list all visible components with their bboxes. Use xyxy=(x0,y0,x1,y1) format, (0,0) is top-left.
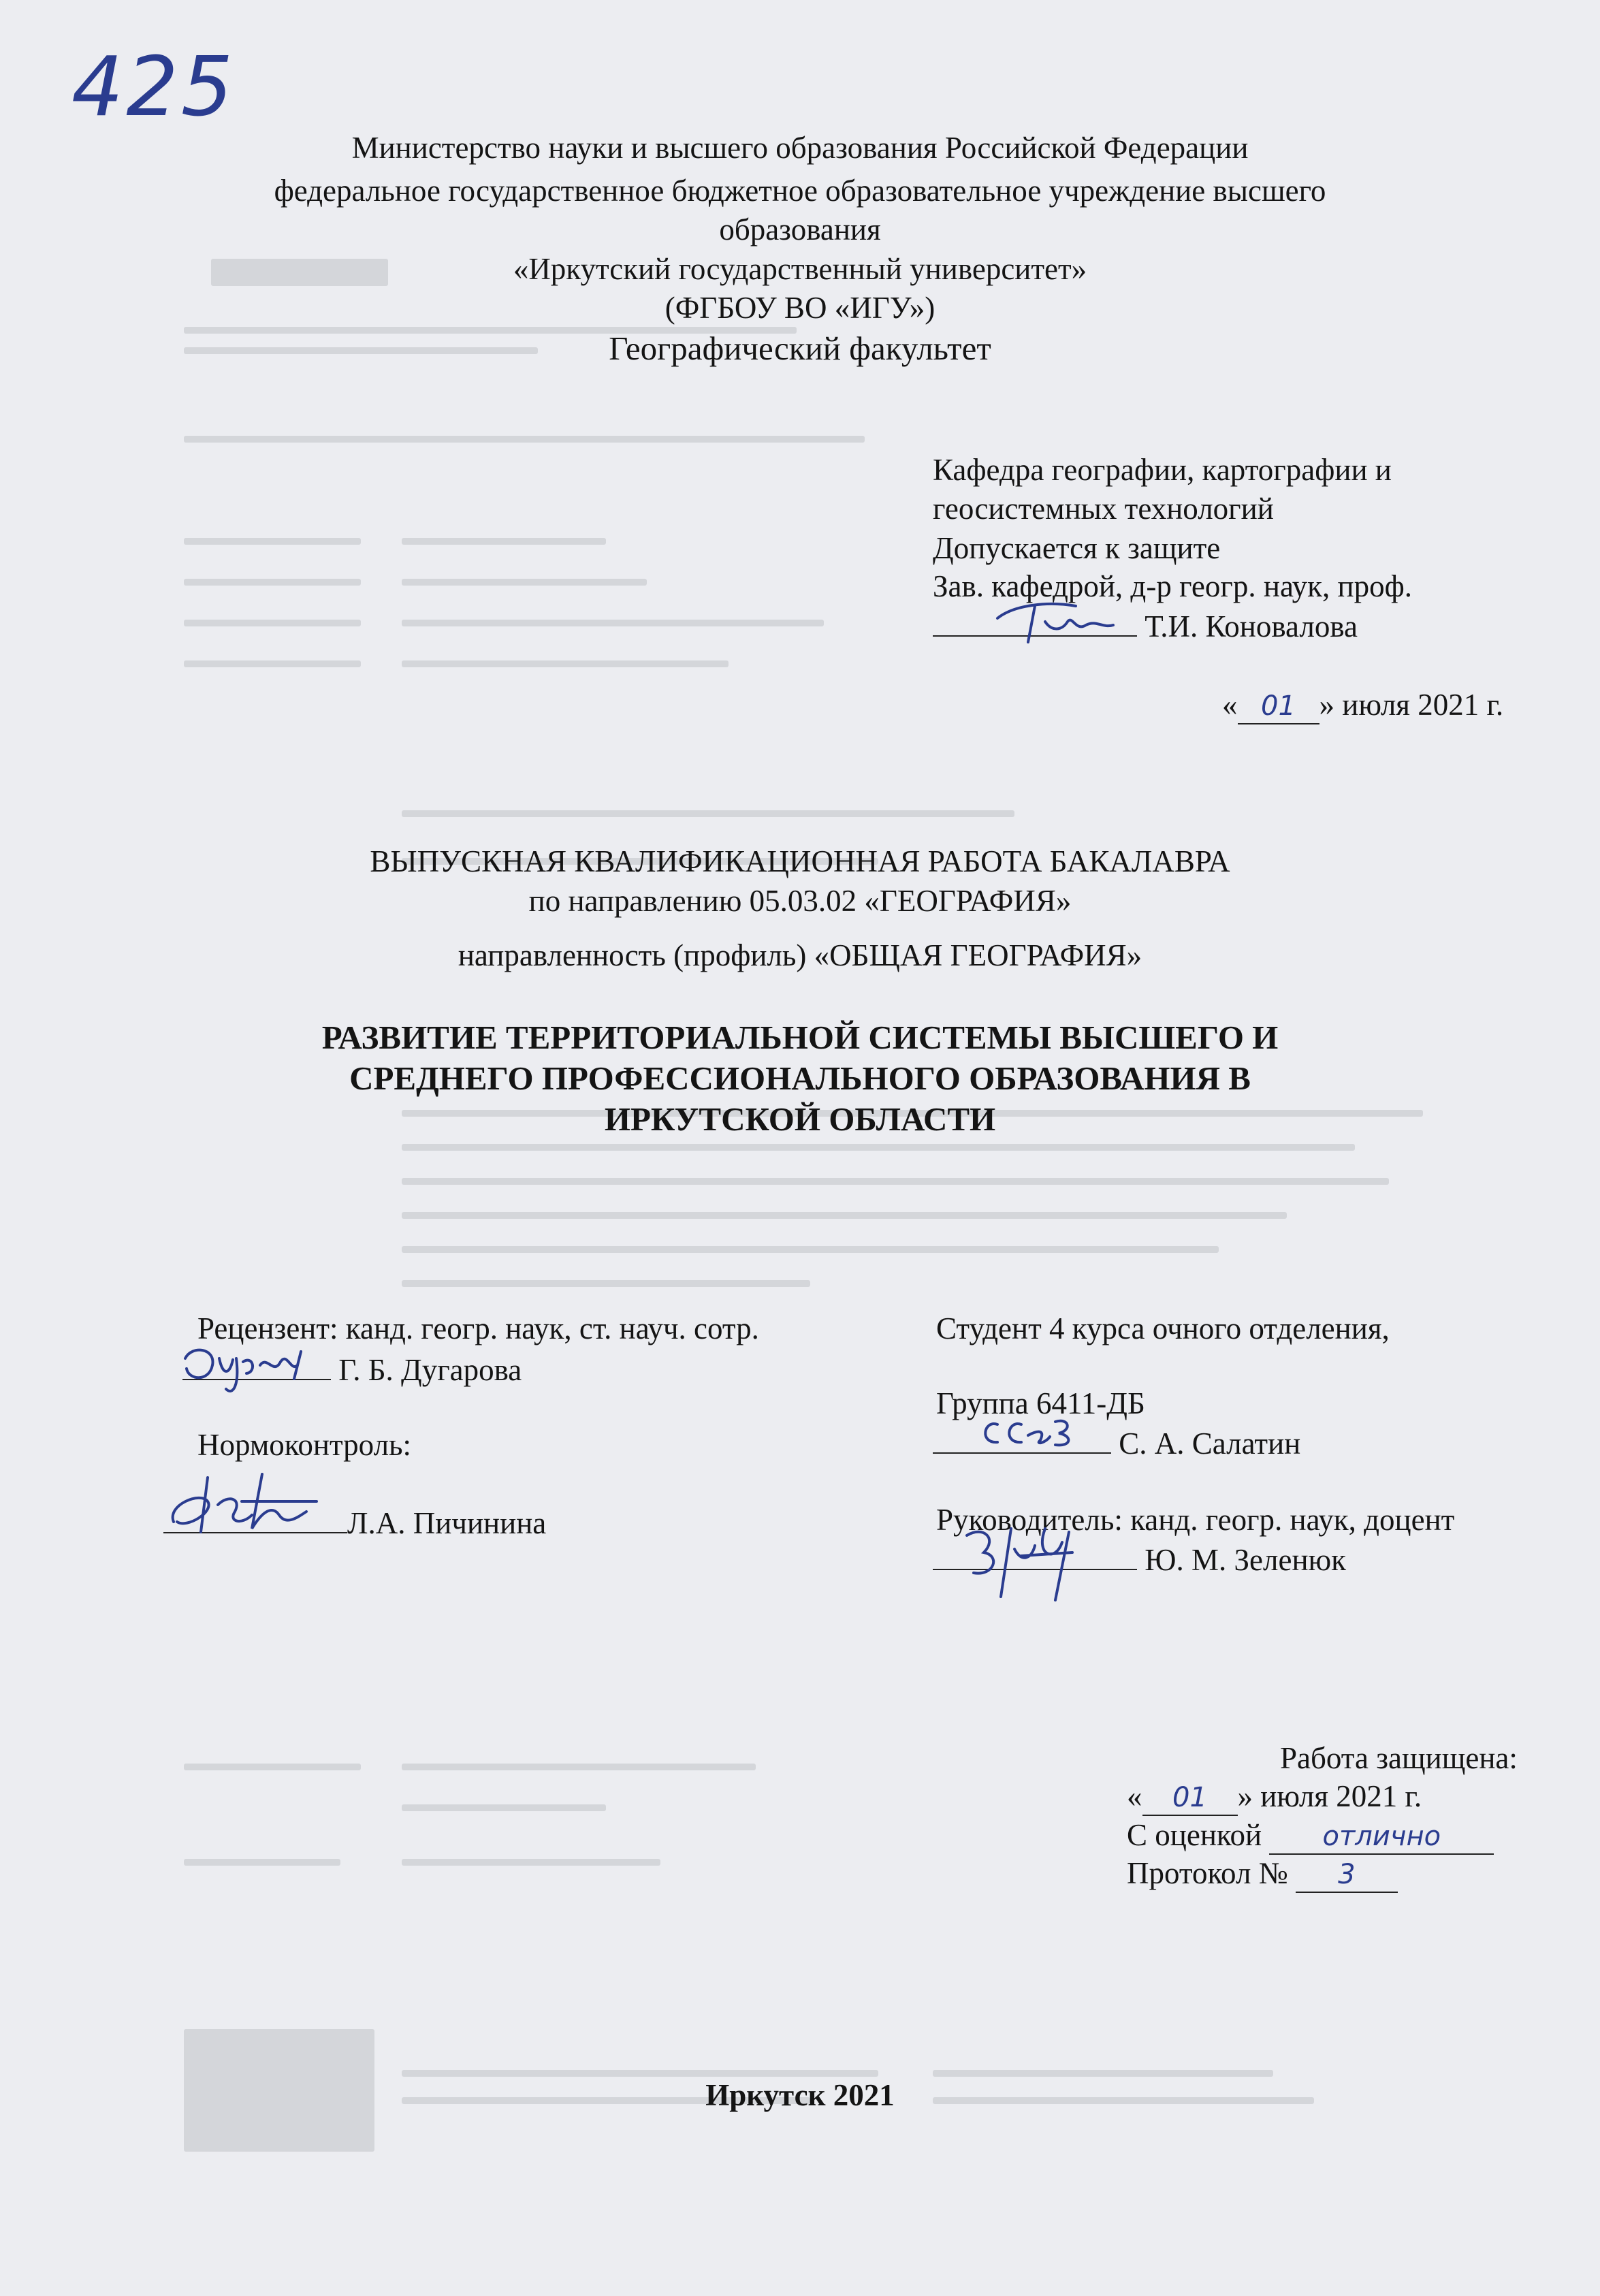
supervisor-title: Руководитель: канд. геогр. наук, доцент xyxy=(936,1503,1455,1537)
work-profile: направленность (профиль) «ОБЩАЯ ГЕОГРАФИЯ» xyxy=(458,938,1142,972)
head-name: Т.И. Коновалова xyxy=(1145,609,1358,643)
defense-date-day: 01 xyxy=(1172,1782,1207,1813)
ministry-line: Министерство науки и высшего образования Российской Федерации xyxy=(351,131,1249,165)
work-title-line-1: РАЗВИТИЕ ТЕРРИТОРИАЛЬНОЙ СИСТЕМЫ ВЫСШЕГО И xyxy=(321,1019,1279,1056)
defended-label: Работа защищена: xyxy=(1280,1741,1518,1775)
department-line-2: геосистемных технологий xyxy=(933,492,1274,526)
grade-line xyxy=(1127,1818,1494,1855)
supervisor-name: Ю. М. Зеленюк xyxy=(1145,1543,1347,1577)
student-name: С. А. Салатин xyxy=(1119,1426,1301,1461)
reviewer-title: Рецензент: канд. геогр. наук, ст. науч. сотр. xyxy=(197,1311,759,1345)
norm-control-label: Нормоконтроль: xyxy=(197,1428,412,1462)
defense-date: « 01 » июля 2021 г. xyxy=(1127,1779,1422,1816)
work-title-line-3: ИРКУТСКОЙ ОБЛАСТИ xyxy=(604,1100,996,1138)
head-signature xyxy=(987,591,1123,652)
protocol-label: Протокол № xyxy=(1127,1856,1288,1890)
norm-signature xyxy=(160,1464,364,1546)
work-type: ВЫПУСКНАЯ КВАЛИФИКАЦИОННАЯ РАБОТА БАКАЛАВРА xyxy=(370,844,1230,878)
faculty-name: Географический факультет xyxy=(609,330,991,367)
reviewer-signature xyxy=(178,1338,335,1399)
work-direction: по направлению 05.03.02 «ГЕОГРАФИЯ» xyxy=(528,884,1072,918)
work-title-line-2: СРЕДНЕГО ПРОФЕССИОНАЛЬНОГО ОБРАЗОВАНИЯ В xyxy=(349,1059,1251,1097)
grade-value: отлично xyxy=(1322,1821,1441,1852)
reviewer-name: Г. Б. Дугарова xyxy=(338,1353,522,1387)
approval-date: « 01 » июля 2021 г. xyxy=(1222,688,1503,724)
head-of-department-title: Зав. кафедрой, д-р геогр. наук, проф. xyxy=(933,569,1412,603)
grade-label: С оценкой xyxy=(1127,1818,1262,1852)
protocol-line xyxy=(1127,1856,1398,1893)
protocol-number: 3 xyxy=(1338,1859,1356,1890)
student-signature xyxy=(974,1409,1096,1457)
institution-line-1: федеральное государственное бюджетное образовательное учреждение высшего xyxy=(274,174,1326,208)
norm-name: Л.А. Пичинина xyxy=(347,1506,547,1540)
city-year: Иркутск 2021 xyxy=(705,2078,895,2112)
university-name: «Иркутский государственный университет» xyxy=(513,252,1087,286)
university-abbr: (ФГБОУ ВО «ИГУ») xyxy=(665,291,935,325)
handwritten-page-number: 425 xyxy=(71,40,236,135)
department-line-1: Кафедра географии, картографии и xyxy=(933,453,1392,487)
student-label: Студент 4 курса очного отделения, xyxy=(936,1311,1390,1345)
institution-line-2: образования xyxy=(719,212,881,246)
approval-date-day: 01 xyxy=(1261,690,1296,722)
admitted-to-defense: Допускается к защите xyxy=(933,531,1221,565)
student-group: Группа 6411-ДБ xyxy=(936,1386,1145,1420)
supervisor-signature xyxy=(953,1515,1103,1617)
